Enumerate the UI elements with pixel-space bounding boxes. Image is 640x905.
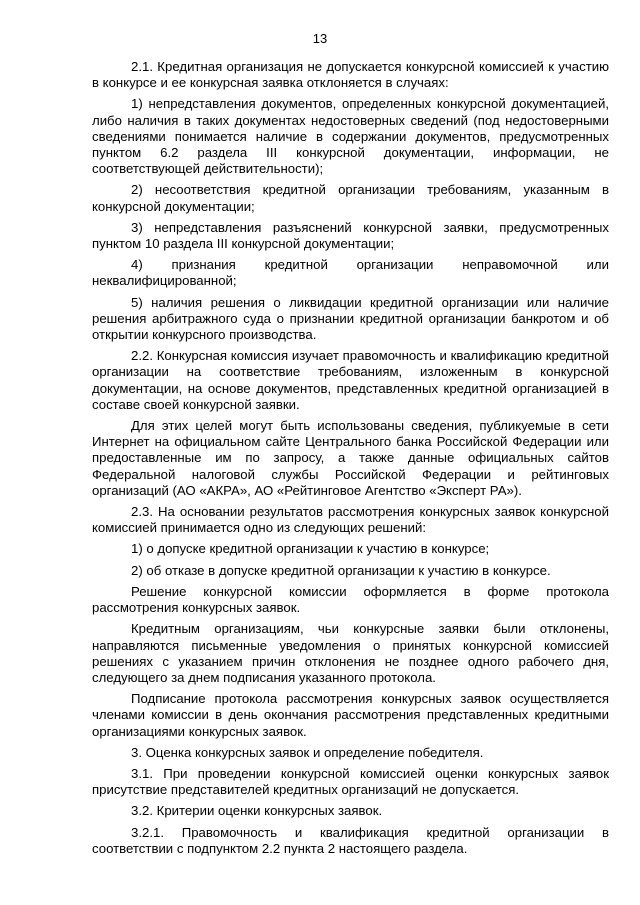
paragraph-3-2: 3.2. Критерии оценки конкурсных заявок. — [131, 803, 383, 819]
paragraph-2-3: 2.3. На основании результатов рассмотрения конкурсных заявок конкурсной комиссией принимается одно из следующих решений: — [92, 504, 609, 536]
paragraph-2-2: 2.2. Конкурсная комиссия изучает правомочность и квалификацию кредитной организации на соответствие требованиям, изложенным в конкурсной документации, на основе документов, представленных кредитной организацией в составе своей конкурсной заявки. — [92, 348, 609, 412]
paragraph-2-1: 2.1. Кредитная организация не допускается конкурсной комиссией к участию в конкурсе и ее конкурсная заявка отклоняется в случаях: — [92, 59, 609, 91]
list-item-2: 2) несоответствия кредитной организации требованиям, указанным в конкурсной документации; — [92, 182, 609, 214]
paragraph-sources: Для этих целей могут быть использованы сведения, публикуемые в сети Интернет на официальном сайте Центрального банка Российской Федерации или предоставленные им по запросу, а также данные официальных сайтов Федеральной налоговой службы Российской Федерации и рейтинговых организаций (АО «АКРА», АО «Рейтинговое Агентство «Эксперт РА»). — [92, 418, 609, 498]
paragraph-3-2-1: 3.2.1. Правомочность и квалификация кредитной организации в соответствии с подпунктом 2.2 пункта 2 настоящего раздела. — [92, 824, 609, 856]
paragraph-protocol-form: Решение конкурсной комиссии оформляется в форме протокола рассмотрения конкурсных заявок. — [92, 583, 609, 616]
decision-item-1: 1) о допуске кредитной организации к участию в конкурсе; — [131, 541, 490, 557]
document-body — [92, 59, 609, 862]
section-3-heading: 3. Оценка конкурсных заявок и определение победителя. — [131, 744, 484, 760]
list-item-3: 3) непредставления разъяснений конкурсной заявки, предусмотренных пунктом 10 раздела III конкурсной документации; — [92, 219, 609, 252]
paragraph-notifications: Кредитным организациям, чьи конкурсные заявки были отклонены, направляются письменные уведомления о принятых конкурсной комиссией решениях с указанием причин отклонения не позднее одного рабочего дня, следующего за днем подписания указанного протокола. — [92, 621, 609, 685]
list-item-5: 5) наличия решения о ликвидации кредитной организации или наличие решения арбитражного суда о признании кредитной организации банкротом и об открытии конкурсного производства. — [92, 294, 609, 343]
decision-item-2: 2) об отказе в допуске кредитной организации к участию в конкурсе. — [131, 562, 551, 578]
page-number: 13 — [312, 31, 328, 46]
list-item-4: 4) признания кредитной организации неправомочной или неквалифицированной; — [92, 257, 609, 289]
paragraph-signing: Подписание протокола рассмотрения конкурсных заявок осуществляется членами комиссии в день окончания рассмотрения представленных кредитными организациями конкурсных заявок. — [92, 691, 609, 739]
paragraph-3-1: 3.1. При проведении конкурсной комиссией оценки конкурсных заявок присутствие представителей кредитных организаций не допускается. — [92, 765, 609, 798]
list-item-1: 1) непредставления документов, определенных конкурсной документацией, либо наличия в таких документах недостоверных сведений (под недостоверными сведениями понимается наличие в содержании документов, предусмотренных пунктом 6.2 раздела III конкурсной документации, информации, не соответствующей действительности); — [92, 96, 609, 177]
